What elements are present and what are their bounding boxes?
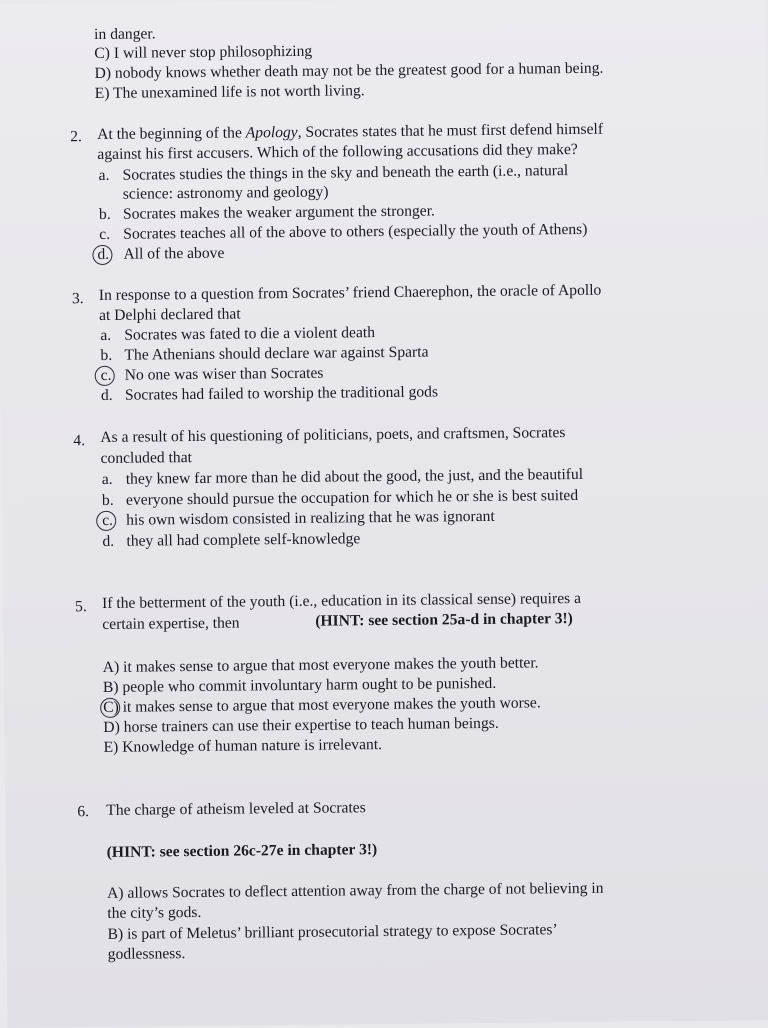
question-number: 5. bbox=[75, 598, 87, 616]
option-e: E) The unexamined life is not worth living. bbox=[94, 82, 365, 103]
option-letter: d. bbox=[102, 532, 115, 550]
option-text: A) it makes sense to argue that most everyone makes the youth better. bbox=[102, 654, 539, 676]
option-text: C) it makes sense to argue that most everyone makes the youth worse. bbox=[103, 694, 541, 716]
question-text: The charge of atheism leveled at Socrates bbox=[106, 799, 366, 819]
option-letter: a. bbox=[101, 470, 113, 488]
question-text: concluded that bbox=[100, 449, 193, 467]
option-text: No one was wiser than Socrates bbox=[124, 364, 324, 384]
option-text: Socrates studies the things in the sky and beneath the earth (i.e., natural bbox=[122, 162, 569, 184]
question-text: certain expertise, then bbox=[102, 614, 240, 633]
option-text: Socrates was fated to die a violent death bbox=[124, 324, 376, 344]
question-text: If the betterment of the youth (i.e., education in its classical sense) requires a bbox=[101, 589, 582, 612]
option-text: science: astronomy and geology) bbox=[122, 183, 329, 203]
hint-text: (HINT: see section 26c-27e in chapter 3!) bbox=[106, 841, 378, 861]
option-letter: b. bbox=[100, 346, 113, 364]
option-text: B) people who commit involuntary harm ought to be punished. bbox=[102, 674, 497, 696]
option-text: the city’s gods. bbox=[107, 903, 202, 922]
option-letter: b. bbox=[98, 205, 111, 223]
question-text: As a result of his questioning of politicians, poets, and craftsmen, Socrates bbox=[100, 424, 566, 446]
option-text: B) is part of Meletus’ brilliant prosecutorial strategy to expose Socrates’ bbox=[107, 921, 558, 943]
hint-text: (HINT: see section 25a-d in chapter 3!) bbox=[315, 610, 573, 630]
option-letter: a. bbox=[98, 166, 110, 184]
option-text: Socrates makes the weaker argument the stronger. bbox=[122, 202, 436, 223]
option-letter: c. bbox=[102, 511, 114, 529]
option-text: D) horse trainers can use their expertise to teach human beings. bbox=[103, 714, 499, 736]
option-text: everyone should pursue the occupation for which he or she is best suited bbox=[125, 486, 579, 509]
option-text: godlessness. bbox=[107, 945, 186, 963]
option-text: his own wisdom consisted in realizing that he was ignorant bbox=[126, 507, 495, 529]
option-text: A) allows Socrates to deflect attention away from the charge of not believing in bbox=[107, 879, 604, 902]
option-letter: d. bbox=[97, 245, 110, 263]
question-text: against his first accusers. Which of the following accusations did they make? bbox=[97, 140, 578, 163]
option-text: Socrates teaches all of the above to others (especially the youth of Athens) bbox=[123, 220, 588, 243]
option-text: they knew far more than he did about the good, the just, and the beautiful bbox=[125, 465, 584, 488]
question-number: 4. bbox=[73, 432, 86, 450]
option-letter: a. bbox=[100, 326, 112, 344]
question-number: 2. bbox=[70, 128, 82, 146]
option-text: E) Knowledge of human nature is irrelevant. bbox=[103, 736, 383, 756]
option-letter: d. bbox=[100, 386, 113, 404]
option-text: Socrates had failed to worship the traditional gods bbox=[124, 383, 439, 404]
question-number: 3. bbox=[71, 290, 84, 308]
option-c: C) I will never stop philosophizing bbox=[94, 42, 313, 63]
option-letter: c. bbox=[100, 366, 112, 384]
text-line: in danger. bbox=[94, 25, 156, 44]
question-text-part: At the beginning of the bbox=[97, 124, 246, 143]
book-title: Apology bbox=[245, 123, 298, 142]
option-text: The Athenians should declare war against Sparta bbox=[124, 343, 429, 364]
option-d: D) nobody knows whether death may not be the greatest good for a human being. bbox=[94, 59, 604, 83]
option-letter: b. bbox=[101, 491, 114, 509]
option-text: All of the above bbox=[123, 244, 225, 263]
question-text-part: , Socrates states that he must first defend himself bbox=[297, 120, 604, 141]
question-number: 6. bbox=[77, 803, 90, 821]
option-letter: c. bbox=[99, 225, 111, 243]
question-text: In response to a question from Socrates’ friend Chaerephon, the oracle of Apollo bbox=[98, 281, 602, 304]
question-text: at Delphi declared that bbox=[98, 305, 241, 324]
option-text: they all had complete self-knowledge bbox=[126, 530, 361, 550]
